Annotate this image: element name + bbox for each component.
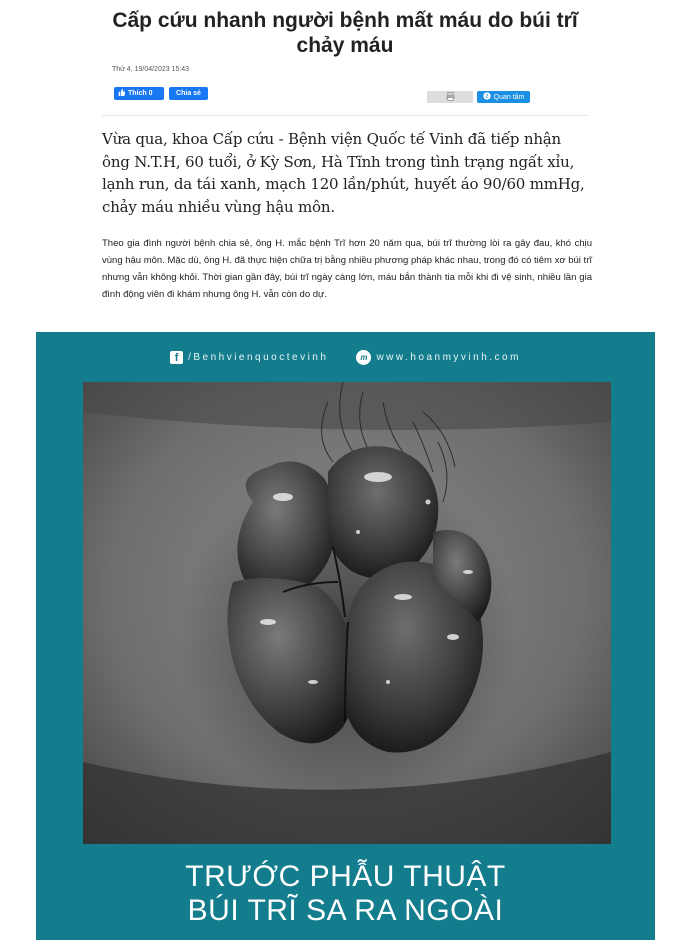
hero-social-bar [36,332,655,382]
hero-facebook-handle [170,351,328,364]
page-title: Cấp cứu nhanh người bệnh mất máu do búi trĩ chảy máu [112,9,578,57]
article-hero-image [36,332,655,940]
zalo-follow-button[interactable] [477,91,530,103]
facebook-share-button[interactable] [169,87,208,100]
article-body-paragraph: Theo gia đình người bệnh chia sẻ, ông H. mắc bệnh Trĩ hơn 20 năm qua, búi trĩ thường lòi ra gây đau, khó chịu vùng hậu môn. Mặc dù, ông H. đã thực hiện chữa trị bằng nhiều phương pháp khác nhau, trong đó có tiêm xơ búi trĩ nhưng vẫn không khỏi. Thời gian gần đây, búi trĩ ngày càng lớn, máu bắn thành tia mỗi khi đi vệ sinh, nhiều lần gia đình động viên đi khám nhưng ông H. vẫn còn do dự. [102,238,592,300]
print-button[interactable] [427,91,473,103]
website-text: www.hoanmyvinh.com [376,351,521,363]
zalo-icon [483,92,491,102]
article-date: Thứ 4, 19/04/2023 15:43 [112,66,190,73]
clinical-photo [83,382,611,844]
print-icon [446,88,455,106]
hoanmy-logo-icon: m [356,350,371,365]
header-divider [102,115,588,116]
facebook-icon: f [170,351,183,364]
hero-caption-line-2: BÚI TRĨ SA RA NGOÀI [187,894,504,927]
zalo-follow-label: Quan tâm [493,93,525,101]
hero-website [356,350,520,365]
facebook-like-button[interactable] [114,87,164,100]
hero-caption [36,860,655,928]
facebook-like-label: Thích 0 [128,90,153,97]
article-lead: Vừa qua, khoa Cấp cứu - Bệnh viện Quốc tế Vinh đã tiếp nhận ông N.T.H, 60 tuổi, ở Kỳ Sơn, Hà Tĩnh trong tình trạng ngất xỉu, lạnh run, da tái xanh, mạch 120 lần/phút, huyết áo 90/60 mmHg, chảy máu nhiều vùng hậu môn. [102,130,585,216]
svg-text:Z: Z [485,93,488,99]
thumbs-up-icon [118,89,125,98]
hero-caption-line-1: TRƯỚC PHẪU THUẬT [185,860,506,893]
facebook-share-label: Chia sẻ [176,90,201,97]
facebook-handle-text: /Benhvienquoctevinh [188,351,329,363]
clinical-photo-illustration [83,382,611,844]
